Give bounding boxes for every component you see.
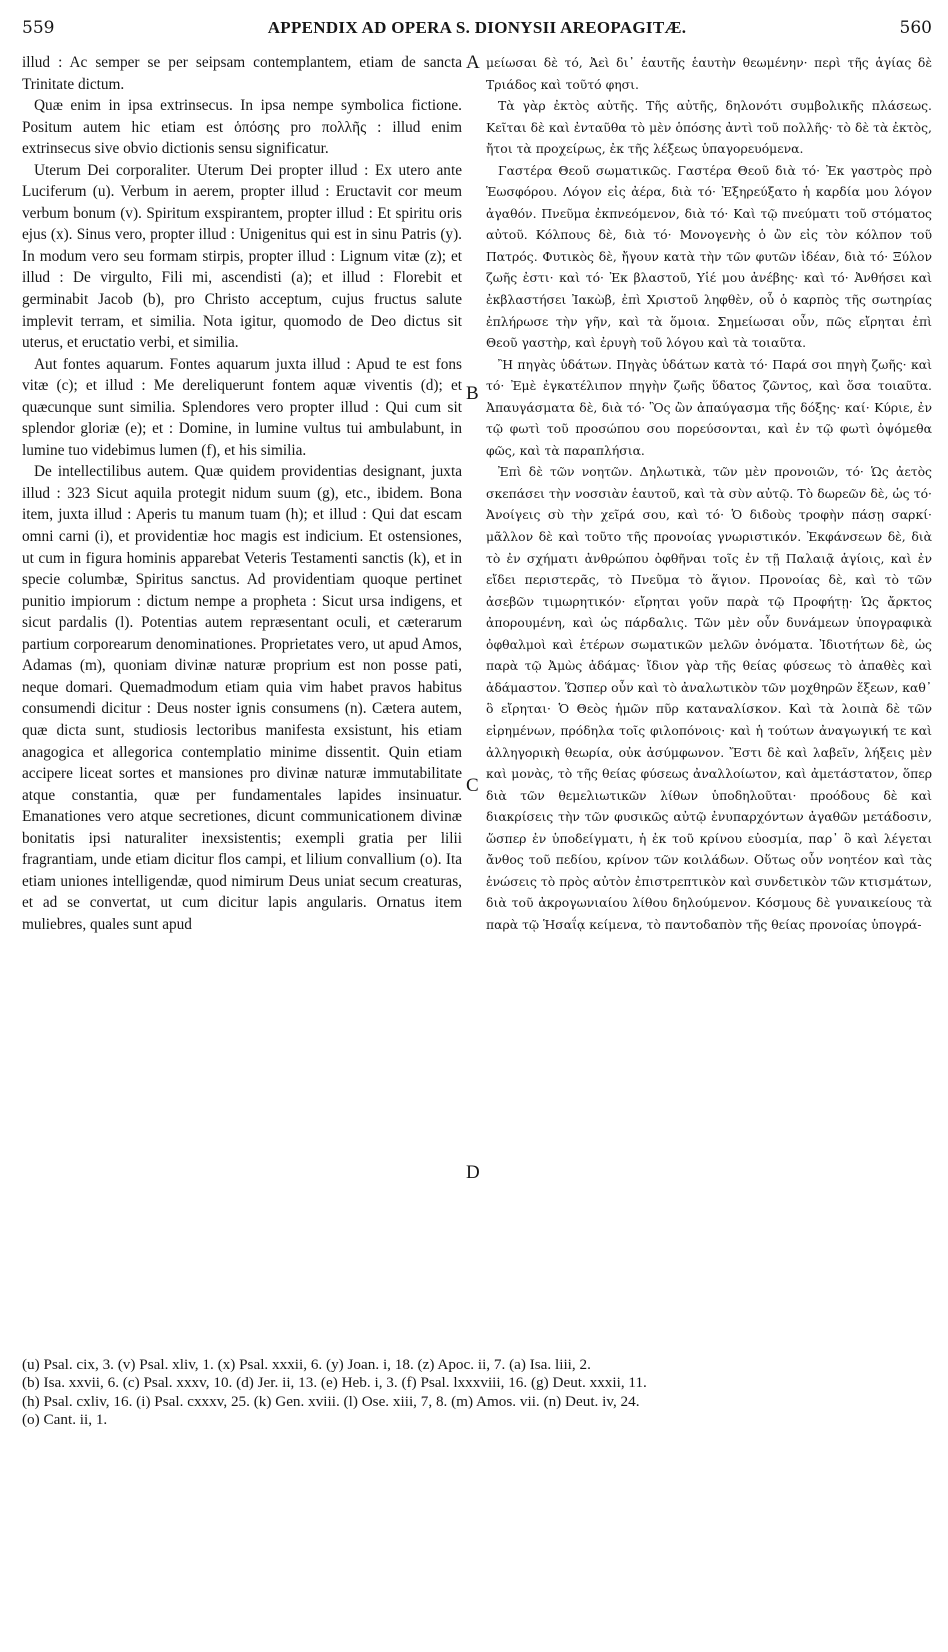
- latin-paragraph: Quæ enim in ipsa extrinsecus. In ipsa nempe symbolica fictione. Positum autem hic etiam est ὁπόσης pro πολλῆς : illud enim extrinsecus sive obvio dictionis sensu significatur.: [22, 97, 462, 158]
- greek-paragraph: Γαστέρα Θεοῦ σωματικῶς. Γαστέρα Θεοῦ διὰ τό· Ἐκ γαστρὸς πρὸ Ἑωσφόρου. Λόγον εἰς ἀέρα, διὰ τό· Ἐξηρεύξατο ἡ καρδία μου λόγον ἀγαθόν. Πνεῦμα ἐκπνεόμενον, διὰ τό· Καὶ τῷ πνεύματι τοῦ στόματος αὐτοῦ. Κόλπους δὲ, διὰ τό· Μονογενὴς ὁ ὢν εἰς τὸν κόλπον τοῦ Πατρός. Φυτικὸς δὲ, ἤγουν κατὰ τὴν τῶν φυτῶν ἰδέαν, διὰ τό· Ξύλον ζωῆς ἐστι· καὶ τό· Ἐκ βλαστοῦ, Υἱέ μου ἀνέβης· καὶ τό· Ἀνθήσει καὶ ἐκβλαστήσει Ἰακὼβ, ἐπὶ Χριστοῦ ληφθὲν, οὗ ὁ καρπὸς τῆς σωτηρίας ἐπλήρωσε τὴν γῆν, καὶ τὰ ὅμοια. Σημείωσαι οὖν, πῶς εἴρηται ἐπὶ Θεοῦ γαστὴρ, καὶ ἐρυγὴ τοῦ λόγου καὶ τὰ τοιαῦτα.: [486, 162, 932, 351]
- running-title: APPENDIX AD OPERA S. DIONYSII AREOPAGITÆ.: [267, 18, 687, 37]
- latin-paragraph: Uterum Dei corporaliter. Uterum Dei propter illud : Ex utero ante Luciferum (u). Verbum in aerem, propter illud : Eructavit cor meum verbum bonum (v). Spiritum exspirantem, propter illud : Et spiritu oris ejus (x). Sinus vero, propter illud : Unigenitus qui est in sinu Patris (y). In modum vero seu formam stirpis, propter illud : Lignum vitæ (z); et illud : De virgulto, Fili mi, ascendisti (a); et illud : Florebit et germinabit Jacob (b), pro Christo acceptum, cujus fructus salute implevit terram, et similia. Nota igitur, quomodo de Deo dictus sit uterus, et eructatio verbi, et similia.: [22, 161, 462, 352]
- latin-paragraph: illud : Ac semper se per seipsam contemplantem, etiam de sancta Trinitate dictum.: [22, 54, 462, 93]
- margin-marker-c: C: [466, 775, 479, 796]
- latin-paragraph: De intellectilibus autem. Quæ quidem providentias designant, juxta illud : 323 Sicut aquila protegit nidum suum (g), etc., ibidem. Bona item, juxta illud : Aperis tu manum tuam (h); et illud : Qui dat escam omni carni (i), et providentiæ hoc magis est indicium. Et ostensiones, ut cum in figura hominis apparebat Veteris Testamenti sanctis (k), et in specie columbæ, Spiritus sanctus. Ad providentiam quoque pertinet punitio impiorum : dictum nempe a propheta : Sicut ursa indigens, et sicut pardalis (l). Potentias autem repræsentant oculi, et cæterarum partium corporearum denominationes. Proprietates vero, ut apud Amos, Adamas (m), quoniam divinæ naturæ proprium est non posse pati, neque domari. Quemadmodum etiam quia vim habet pravos habitus consumendi dicitur : Deus noster ignis consumens (n). Cætera autem, quæ dicta sunt, studiosis lectoribus manifesta exsistunt, his etiam anagogica et allegorica contemplatio minime dissentit. Quin etiam accipere liceat sortes et mansiones pro divinæ naturæ immutabilitate atque constantia, quæ per fundamentales lapides insinuatur. Emanationes vero atque secretiones, dicunt communicationem divinæ bonitatis ipsi naturaliter inexsistentis; exempli gratia per lilii fragrantiam, unde etiam dicitur flos campi, et lilium convallium (o). Ita etiam uniones intelligendæ, quod nimirum Deus uniat secum creaturas, et ad se convertat, ut cum dicitur lapis angularis. Ornatus item muliebres, quales sunt apud: [22, 463, 462, 933]
- latin-paragraph: Aut fontes aquarum. Fontes aquarum juxta illud : Apud te est fons vitæ (c); et illud : Me dereliquerunt fontem aquæ viventis (d); et quæcunque sunt similia. Splendores vero propter illud : Qui cum sit splendor gloriæ (e); et : Domine, in lumine vultus tui ambulabunt, in lumine tuo videbimus lumen (f), et his similia.: [22, 355, 462, 459]
- footnotes: [22, 1356, 932, 1430]
- greek-paragraph: Ἢ πηγὰς ὑδάτων. Πηγὰς ὑδάτων κατὰ τό· Παρά σοι πηγὴ ζωῆς· καὶ τό· Ἐμὲ ἐγκατέλιπον πηγὴν ζωῆς ὕδατος ζῶντος, καὶ ὅσα τοιαῦτα. Ἀπαυγάσματα δὲ, διὰ τό· Ὃς ὢν ἀπαύγασμα τῆς δόξης· καί· Κύριε, ἐν τῷ φωτὶ τοῦ προσώπου σου πορεύσονται, καὶ ἐν τῷ φωτὶ ὀψόμεθα φῶς, καὶ τὰ παραπλήσια.: [486, 356, 932, 458]
- footnote-line: (h) Psal. cxliv, 16. (i) Psal. cxxxv, 25. (k) Gen. xviii. (l) Ose. xiii, 7, 8. (m) Amos. vii. (n) Deut. iv, 24.: [22, 1392, 640, 1410]
- margin-marker-d: D: [466, 1162, 480, 1183]
- page-number-left: 559: [22, 18, 55, 38]
- footnote-line: (u) Psal. cix, 3. (v) Psal. xliv, 1. (x) Psal. xxxii, 6. (y) Joan. i, 18. (z) Apoc. ii, 7. (a) Isa. liii, 2.: [22, 1356, 591, 1373]
- greek-paragraph: μείωσαι δὲ τό, Ἀεὶ δι᾿ ἑαυτῆς ἑαυτὴν θεωμένην· περὶ τῆς ἁγίας δὲ Τριάδος καὶ τοῦτό φησι.: [486, 55, 932, 92]
- footnote-line: (b) Isa. xxvii, 6. (c) Psal. xxxv, 10. (d) Jer. ii, 13. (e) Heb. i, 3. (f) Psal. lxxxviii, 16. (g) Deut. xxxii, 11.: [22, 1374, 647, 1392]
- footnote-line: (o) Cant. ii, 1.: [22, 1411, 108, 1429]
- greek-paragraph: Τὰ γὰρ ἐκτὸς αὐτῆς. Τῆς αὐτῆς, δηλονότι συμβολικῆς πλάσεως. Κεῖται δὲ καὶ ἐνταῦθα τὸ μὲν ὁπόσης ἀντὶ τοῦ πολλῆς· τὸ δὲ τὰ ἐκτὸς, ἤτοι τὰ προχείρως, ἐκ τῆς λέξεως ὑπαγορευόμενα.: [486, 98, 932, 157]
- page-header: [22, 18, 932, 44]
- page-number-right: 560: [899, 18, 932, 38]
- greek-paragraph: Ἐπὶ δὲ τῶν νοητῶν. Δηλωτικὰ, τῶν μὲν προνοιῶν, τό· Ὡς ἀετὸς σκεπάσει τὴν νοσσιὰν ἑαυτοῦ, καὶ τὰ σὺν αὐτῷ. Τὸ δωρεῶν δὲ, ὡς τό· Ἀνοίγεις σὺ τὴν χεῖρά σου, καὶ τό· Ὁ διδοὺς τροφὴν πάσῃ σαρκί· μᾶλλον δὲ καὶ τοῦτο τῆς προνοίας γνωριστικόν. Ἐκφάνσεων δὲ, διὰ τὸ ἐν σχήματι ἀνθρώπου ὀφθῆναι τοῖς ἐν τῇ Παλαιᾷ ἁγίοις, καὶ ἐν εἴδει περιστερᾶς, τὸ Πνεῦμα τὸ ἅγιον. Προνοίας δὲ, καὶ τὸ τῶν ἀσεβῶν τιμωρητικόν· εἴρηται γοῦν παρὰ τῷ Προφήτῃ· Ὡς ἄρκτος ἀπορουμένη, καὶ ὡς πάρδαλις. Τῶν μὲν οὖν δυνάμεων ὑπογραφικὰ ὀφθαλμοὶ καὶ ἑτέρων σωματικῶν μελῶν ὀνόματα. Ἰδιοτήτων δὲ, ὡς παρὰ τῷ Ἀμὼς ἀδάμας· ἴδιον γὰρ τῆς θείας φύσεως τὸ ἀπαθὲς καὶ ἀδάμαστον. Ὥσπερ οὖν καὶ τὸ ἀναλωτικὸν τῶν μοχθηρῶν ἕξεων, καθ᾿ ὃ εἴρηται· Ὁ Θεὸς ἡμῶν πῦρ καταναλίσκον. Καὶ τὰ λοιπὰ δὲ τῶν εἰρημένων, πρόδηλα τοῖς φιλοπόνοις· καὶ ἡ τούτων ἀναγωγική τε καὶ ἀλληγορικὴ θεωρία, οὐκ ἀσύμφωνον. Ἔστι δὲ καὶ λαβεῖν, λήξεις μὲν καὶ μονὰς, τὸ τῆς θείας φύσεως ἀναλλοίωτον, καὶ ἀμετάστατον, ὅπερ διὰ τῶν θεμελιωτικῶν λίθων ὑποδηλοῦται· προόδους δὲ καὶ διακρίσεις τὴν τῶν φυσικῶς αὐτῷ ἐνυπαρχόντων ἀγαθῶν μετάδοσιν, ὥσπερ ἐν ὑποδείγματι, ἡ ἐκ τοῦ κρίνου εὐοσμία, παρ᾿ ὃ καὶ λέγεται ἄνθος τοῦ πεδίου, κρίνον τῶν κοιλάδων. Οὕτως οὖν νοητέον καὶ τὰς ἑνώσεις τὸ πρὸς αὐτὸν ἐπιστρεπτικὸν καὶ συνδετικὸν τῶν κτισμάτων, διὰ τοῦ ἀκρογωνιαίου λίθου δηλούμενον. Κόσμους δὲ γυναικείους τὰ παρὰ τῷ Ἡσαΐᾳ κείμενα, τὸ παντοδαπὸν τῆς θείας προνοίας ὑπογρά-: [486, 464, 932, 932]
- margin-marker-a: A: [466, 52, 480, 73]
- margin-marker-b: B: [466, 383, 479, 404]
